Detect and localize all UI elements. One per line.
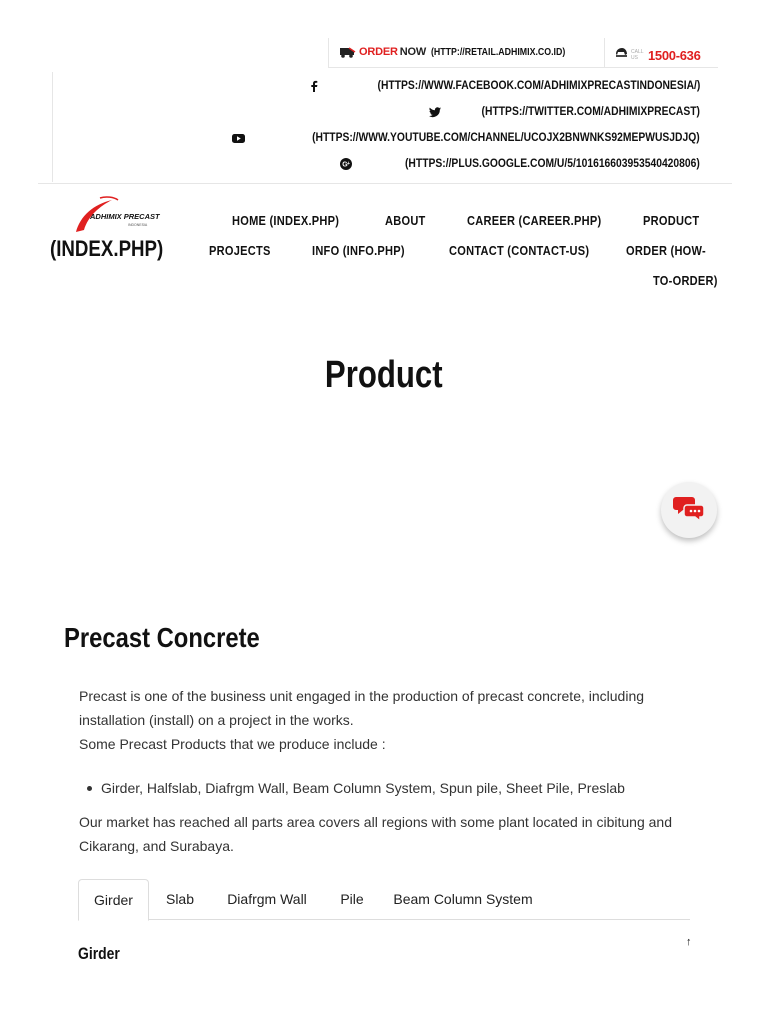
twitter-url: (HTTPS://TWITTER.COM/ADHIMIXPRECAST): [481, 104, 700, 118]
logo-sub-text: INDONESIA: [128, 223, 148, 227]
divider: [604, 38, 605, 68]
market-line-2: Cikarang, and Surabaya.: [79, 838, 234, 854]
chat-bubbles-icon: [673, 495, 705, 526]
phone-number: 1500-636: [648, 47, 701, 63]
nav-order-cont[interactable]: TO-ORDER): [653, 273, 718, 288]
tab-girder[interactable]: Girder: [78, 879, 149, 921]
google-plus-link[interactable]: [340, 156, 700, 170]
order-url[interactable]: (HTTP://RETAIL.ADHIMIX.CO.ID): [431, 46, 566, 58]
truck-icon: [339, 46, 357, 58]
nav-about[interactable]: ABOUT: [385, 213, 426, 228]
top-contact-bar: [328, 38, 718, 68]
logo-link-text[interactable]: (INDEX.PHP): [50, 236, 164, 261]
order-label: ORDER: [359, 46, 398, 58]
order-now-link[interactable]: [339, 46, 584, 58]
tab-slab[interactable]: Slab: [165, 891, 195, 907]
nav-order[interactable]: ORDER (HOW-: [626, 243, 706, 258]
nav-projects[interactable]: PROJECTS: [209, 243, 271, 258]
youtube-icon: [232, 131, 244, 143]
youtube-link[interactable]: [232, 130, 700, 144]
facebook-link[interactable]: [308, 78, 700, 92]
product-tabs: [78, 879, 690, 920]
svg-text:G: G: [342, 161, 348, 169]
now-label: NOW: [399, 46, 427, 58]
tab-content-title: Girder: [78, 944, 120, 963]
facebook-url: (HTTPS://WWW.FACEBOOK.COM/ADHIMIXPRECASTINDONESIA/): [377, 78, 700, 92]
nav-career[interactable]: CAREER (CAREER.PHP): [467, 213, 602, 228]
google-plus-icon: [340, 157, 352, 169]
market-line-1: Our market has reached all parts area covers all regions with some plant located in cibitung and: [79, 814, 672, 830]
social-links: [52, 72, 700, 182]
bullet-dot: [87, 786, 92, 791]
header-divider: [38, 183, 732, 184]
intro-line-1: Precast is one of the business unit engaged in the production of precast concrete, including: [79, 688, 645, 704]
product-list-item: [101, 776, 625, 800]
facebook-icon: [308, 79, 320, 91]
scroll-top-icon[interactable]: ↑: [686, 936, 692, 948]
chat-button[interactable]: [661, 482, 717, 538]
page-title: [0, 354, 768, 397]
nav-home[interactable]: HOME (INDEX.PHP): [232, 213, 340, 228]
google-plus-url: (HTTPS://PLUS.GOOGLE.COM/U/5/101616603953540420806): [405, 156, 700, 170]
intro-paragraph: [79, 684, 699, 756]
youtube-url: (HTTPS://WWW.YOUTUBE.COM/CHANNEL/UCOJX2BNWNKS92MEPWUSJDJQ): [312, 130, 700, 144]
intro-line-2: installation (install) on a project in the works.: [79, 712, 354, 728]
phone-small-label: CALL US: [631, 49, 644, 61]
twitter-link[interactable]: [429, 104, 700, 118]
adhimix-logo[interactable]: [70, 194, 165, 236]
product-list-text: Girder, Halfslab, Diafrgm Wall, Beam Column System, Spun pile, Sheet Pile, Preslab: [101, 780, 625, 796]
intro-line-3: Some Precast Products that we produce include :: [79, 736, 386, 752]
nav-info[interactable]: INFO (INFO.PHP): [312, 243, 405, 258]
section-title: Precast Concrete: [64, 622, 260, 653]
tab-diafrgm-wall[interactable]: Diafrgm Wall: [227, 891, 307, 907]
logo-brand-text: ADHIMIX PRECAST: [90, 212, 160, 221]
twitter-icon: [429, 105, 441, 117]
tab-beam-column-system[interactable]: Beam Column System: [393, 891, 533, 907]
phone-icon: [614, 46, 628, 64]
nav-product[interactable]: PRODUCT: [643, 213, 700, 228]
nav-contact[interactable]: CONTACT (CONTACT-US): [449, 243, 590, 258]
svg-text:+: +: [347, 161, 351, 167]
tab-pile[interactable]: Pile: [340, 891, 364, 907]
market-paragraph: [79, 810, 699, 858]
page-title-text: Product: [325, 354, 443, 396]
phone-contact[interactable]: [614, 46, 701, 64]
